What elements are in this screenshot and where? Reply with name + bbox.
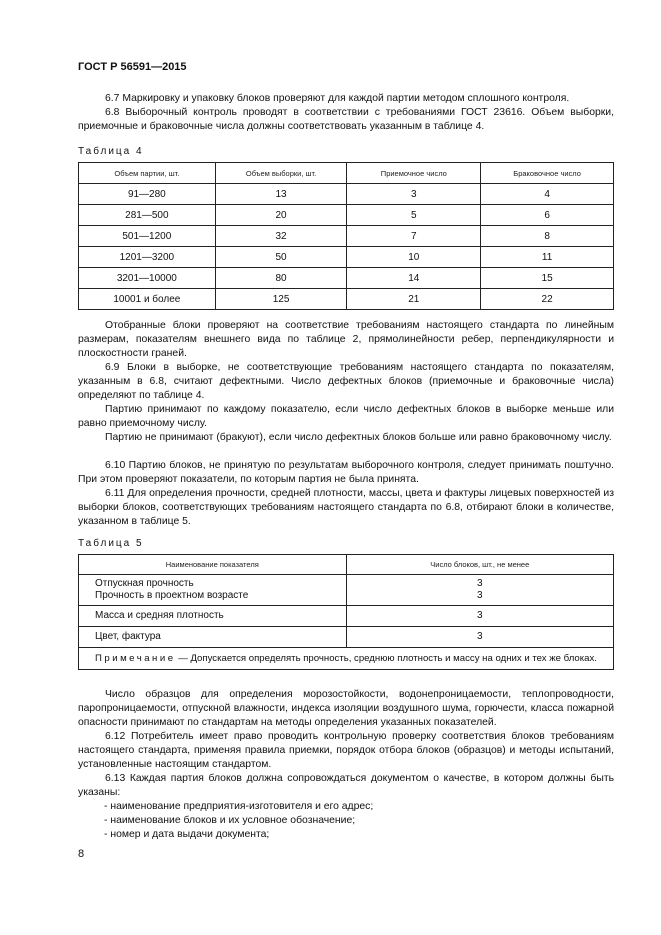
- table-5-header-cell: Наименование показателя: [79, 555, 347, 575]
- indicator-name: Отпускная прочность: [95, 578, 194, 589]
- requirements-list: [104, 800, 614, 842]
- table-row: [79, 627, 614, 648]
- table-5-header-row: [79, 555, 614, 575]
- table-cell: 281—500: [79, 205, 216, 226]
- table-cell: 6: [481, 205, 614, 226]
- table-row: [79, 184, 614, 205]
- table-cell: 32: [215, 226, 347, 247]
- document-header: ГОСТ Р 56591—2015: [78, 61, 187, 73]
- indicator-name-cell: [79, 627, 347, 648]
- indicator-name: Цвет, фактура: [95, 631, 161, 642]
- block-count: 3: [476, 610, 483, 621]
- paragraph-6-7: 6.7 Маркировку и упаковку блоков проверяют для каждой партии методом сплошного контроля.: [105, 93, 570, 104]
- block-count: 3: [476, 590, 483, 601]
- note-label: Примечание: [95, 653, 176, 664]
- table-4-header-cell: Приемочное число: [347, 163, 481, 184]
- table-4-header-row: [79, 163, 614, 184]
- table-4-header-cell: Объем партии, шт.: [79, 163, 216, 184]
- table-cell: 14: [347, 268, 481, 289]
- table-cell: 7: [347, 226, 481, 247]
- table-5-note-row: [79, 648, 614, 670]
- table-cell: 15: [481, 268, 614, 289]
- table-cell: 50: [215, 247, 347, 268]
- table-cell: 10001 и более: [79, 289, 216, 310]
- table-row: [79, 268, 614, 289]
- table-cell: 21: [347, 289, 481, 310]
- table-cell: 501—1200: [79, 226, 216, 247]
- table-cell: 4: [481, 184, 614, 205]
- indicator-name-cell: [79, 606, 347, 627]
- paragraph-6-13: 6.13 Каждая партия блоков должна сопровождаться документом о качестве, в котором должны быть указаны:: [78, 773, 614, 798]
- table-4-caption: Таблица 4: [78, 146, 144, 157]
- paragraph-6-9: 6.9 Блоки в выборке, не соответствующие требованиям настоящего стандарта по показателям, указанным в 6.8, считают дефектными. Число дефектных блоков (приемочные и браковочные числа) определяют по таблице 4.: [78, 362, 614, 401]
- table-cell: 10: [347, 247, 481, 268]
- table-row: [79, 247, 614, 268]
- table-cell: 13: [215, 184, 347, 205]
- table-4-header-cell: Браковочное число: [481, 163, 614, 184]
- block-count-cell: [346, 606, 613, 627]
- table-cell: 80: [215, 268, 347, 289]
- table-5: [78, 554, 614, 670]
- table-cell: 1201—3200: [79, 247, 216, 268]
- paragraph-reject: Партию не принимают (бракуют), если число дефектных блоков больше или равно браковочному числу.: [105, 432, 612, 443]
- table-cell: 22: [481, 289, 614, 310]
- table-row: [79, 575, 614, 606]
- table-cell: 8: [481, 226, 614, 247]
- table-cell: 20: [215, 205, 347, 226]
- table-5-note: [79, 648, 614, 670]
- paragraph-samples: Число образцов для определения морозостойкости, водонепроницаемости, теплопроводности, паропроницаемости, отпускной влажности, индекса изоляции воздушного шума, горючести, класса пожарной опасности принимают по стандартам на методы определения указанных показателей.: [78, 689, 614, 728]
- table-5-header-cell: Число блоков, шт., не менее: [346, 555, 613, 575]
- table-cell: 3: [347, 184, 481, 205]
- indicator-name: Прочность в проектном возрасте: [95, 590, 249, 601]
- table-row: [79, 226, 614, 247]
- table-cell: 125: [215, 289, 347, 310]
- table-cell: 11: [481, 247, 614, 268]
- page-number: 8: [78, 848, 85, 860]
- table-row: [79, 606, 614, 627]
- indicator-name: Масса и средняя плотность: [95, 610, 224, 621]
- table-cell: 91—280: [79, 184, 216, 205]
- paragraph-6-8: 6.8 Выборочный контроль проводят в соответствии с требованиями ГОСТ 23616. Объем выборки, приемочные и браковочные числа должны соответствовать указанным в таблице 4.: [78, 107, 614, 132]
- list-item: - наименование блоков и их условное обозначение;: [104, 815, 356, 826]
- indicator-name-cell: [79, 575, 347, 606]
- list-item: - номер и дата выдачи документа;: [104, 829, 270, 840]
- block-count-cell: [346, 575, 613, 606]
- block-count: 3: [476, 578, 483, 589]
- table-cell: 5: [347, 205, 481, 226]
- block-count-cell: [346, 627, 613, 648]
- table-4: [78, 162, 614, 310]
- table-cell: 3201—10000: [79, 268, 216, 289]
- table-row: [79, 205, 614, 226]
- list-item: - наименование предприятия-изготовителя и его адрес;: [104, 801, 374, 812]
- block-count: 3: [476, 631, 483, 642]
- paragraph-6-11: 6.11 Для определения прочности, средней плотности, массы, цвета и фактуры лицевых поверхностей из выборки блоков, соответствующих требованиям настоящего стандарта по 6.8, отбирают блоки в количестве, указанном в таблице 5.: [78, 488, 614, 527]
- paragraph-accept: Партию принимают по каждому показателю, если число дефектных блоков в выборке меньше или равно приемочному числу.: [78, 404, 614, 429]
- paragraph-6-10: 6.10 Партию блоков, не принятую по результатам выборочного контроля, следует принимать поштучно. При этом проверяют показатели, по которым партия не была принята.: [78, 460, 614, 485]
- table-row: [79, 289, 614, 310]
- paragraph-6-12: 6.12 Потребитель имеет право проводить контрольную проверку соответствия блоков требованиям настоящего стандарта, применяя правила приемки, порядок отбора блоков (образцов) и методы испытаний, установленные настоящим стандартом.: [78, 731, 614, 770]
- table-4-header-cell: Объем выборки, шт.: [215, 163, 347, 184]
- note-text: — Допускается определять прочность, среднюю плотность и массу на одних и тех же блоках.: [175, 653, 597, 664]
- paragraph-selected: Отобранные блоки проверяют на соответствие требованиям настоящего стандарта по линейным размерам, показателям внешнего вида по таблице 2, прямолинейности ребер, перпендикулярности и плоскостности граней.: [78, 320, 614, 359]
- table-5-caption: Таблица 5: [78, 538, 144, 549]
